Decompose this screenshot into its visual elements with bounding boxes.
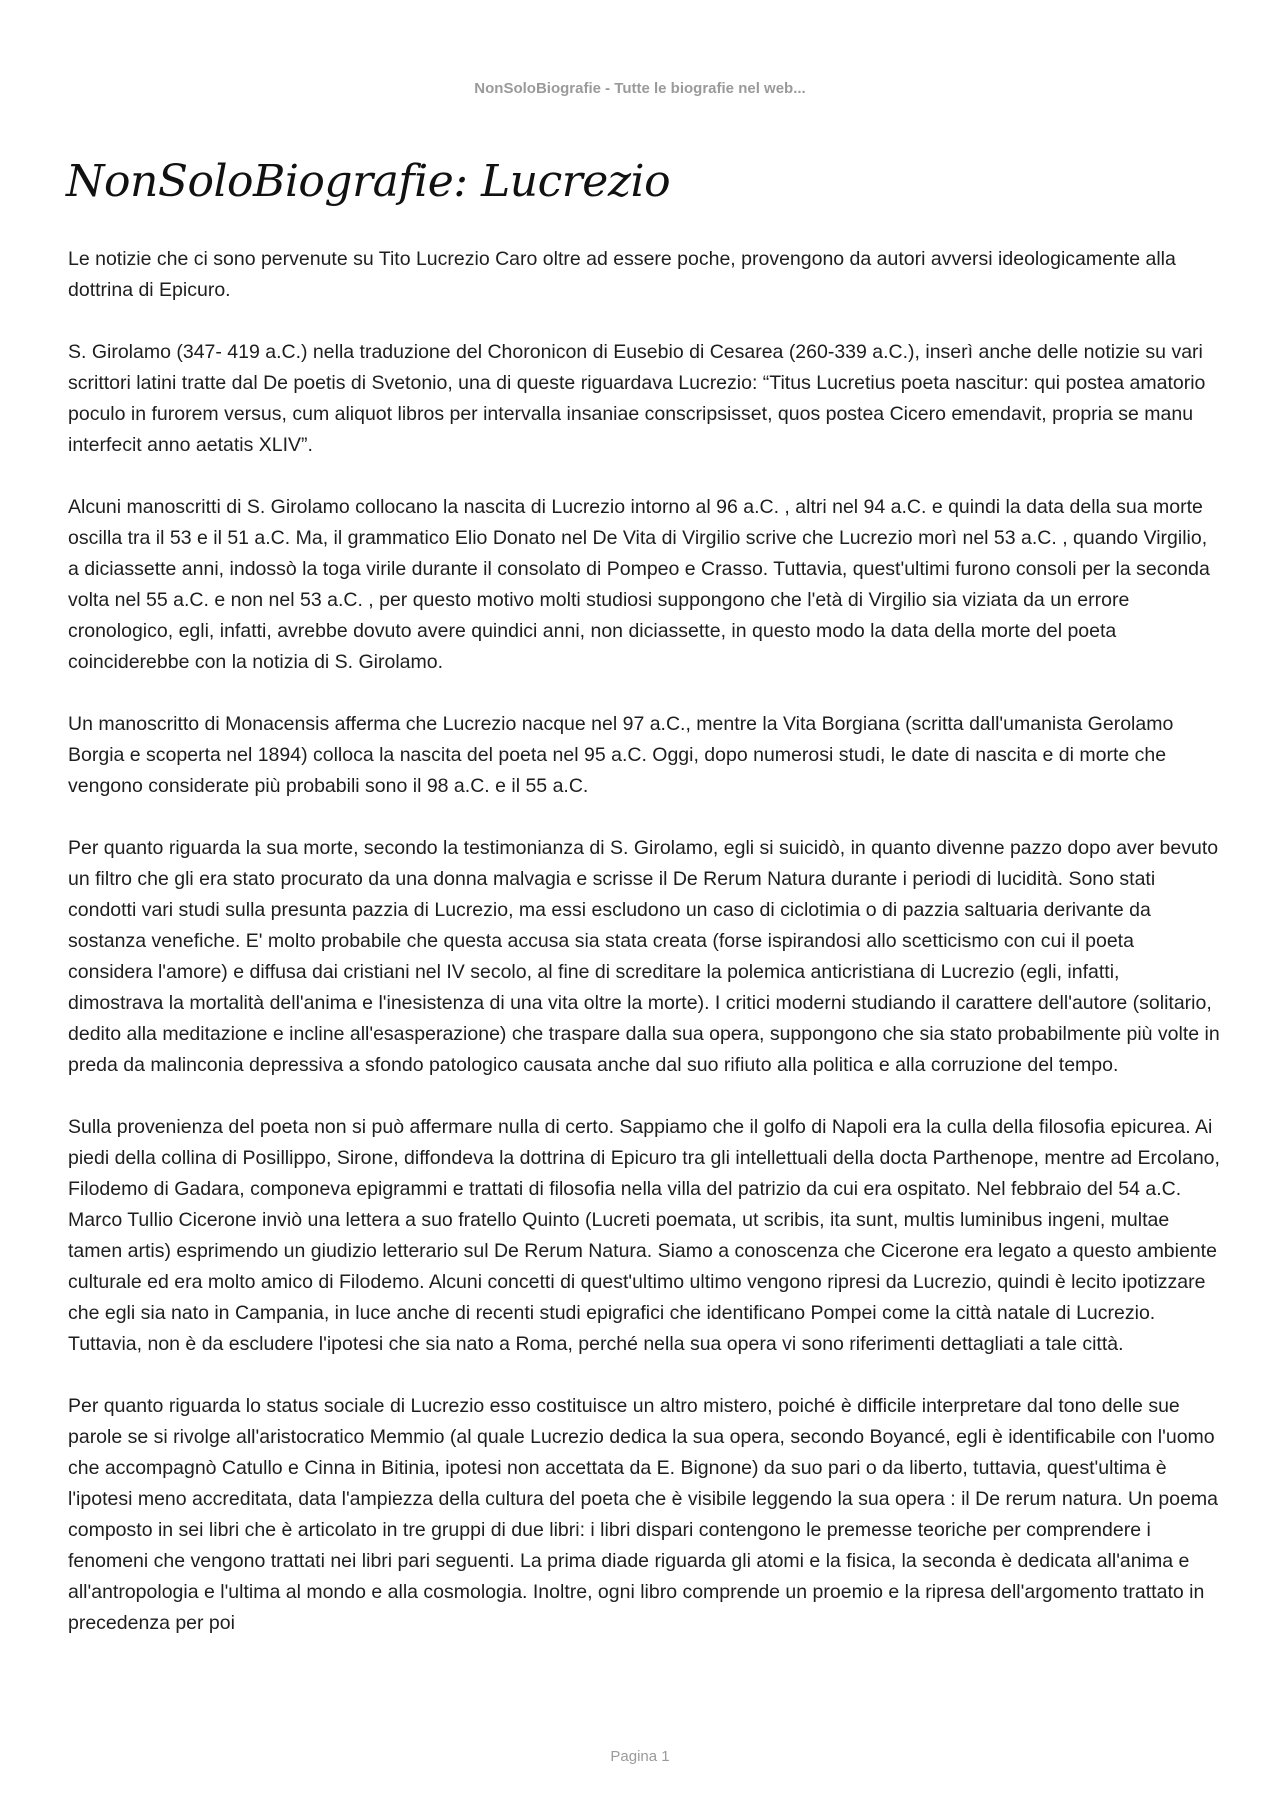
paragraph-intro: Le notizie che ci sono pervenute su Tito Lucrezio Caro oltre ad essere poche, provengono da autori avversi ideologicamente alla dottrina di Epicuro. (68, 248, 1176, 301)
paragraph-girolamo: S. Girolamo (347- 419 a.C.) nella traduzione del Choronicon di Eusebio di Cesarea (260-339 a.C.), inserì anche delle notizie su vari scrittori latini tratte dal De poetis di Svetonio, una di queste riguardava Lucrezio: “Titus Lucretius poeta nascitur: qui postea amatorio poculo in furorem versus, cum aliquot libros per intervalla insaniae conscripsisset, quos postea Cicero emendavit, propria se manu interfecit anno aetatis XLIV”. (68, 341, 1206, 456)
article-body (68, 244, 1220, 1670)
paragraph-morte: Per quanto riguarda la sua morte, secondo la testimonianza di S. Girolamo, egli si suicidò, in quanto divenne pazzo dopo aver bevuto un filtro che gli era stato procurato da una donna malvagia e scrisse il De Rerum Natura durante i periodi di lucidità. Sono stati condotti vari studi sulla presunta pazzia di Lucrezio, ma essi escludono un caso di ciclotimia o di pazzia saltuaria derivante da sostanza venefiche. E' molto probabile che questa accusa sia stata creata (forse ispirandosi allo scetticismo con cui il poeta considera l'amore) e diffusa dai cristiani nel IV secolo, al fine di screditare la polemica anticristiana di Lucrezio (egli, infatti, dimostrava la mortalità dell'anima e l'inesistenza di una vita oltre la morte). I critici moderni studiando il carattere dell'autore (solitario, dedito alla meditazione e incline all'esasperazione) che traspare dalla sua opera, suppongono che sia stato probabilmente più volte in preda da malinconia depressiva a sfondo patologico causata anche dal suo rifiuto alla politica e alla corruzione del tempo. (68, 837, 1220, 1076)
paragraph-manoscritti: Alcuni manoscritti di S. Girolamo collocano la nascita di Lucrezio intorno al 96 a.C. , altri nel 94 a.C. e quindi la data della sua morte oscilla tra il 53 e il 51 a.C. Ma, il grammatico Elio Donato nel De Vita di Virgilio scrive che Lucrezio morì nel 53 a.C. , quando Virgilio, a diciassette anni, indossò la toga virile durante il consolato di Pompeo e Crasso. Tuttavia, quest'ultimi furono consoli per la seconda volta nel 55 a.C. e non nel 53 a.C. , per questo motivo molti studiosi suppongono che l'età di Virgilio sia viziata da un errore cronologico, egli, infatti, avrebbe dovuto avere quindici anni, non diciassette, in questo modo la data della morte del poeta coinciderebbe con la notizia di S. Girolamo. (68, 496, 1210, 673)
page-header: NonSoloBiografie - Tutte le biografie nel web... (474, 80, 806, 97)
paragraph-status-sociale: Per quanto riguarda lo status sociale di Lucrezio esso costituisce un altro mistero, poiché è difficile interpretare dal tono delle sue parole se si rivolge all'aristocratico Memmio (al quale Lucrezio dedica la sua opera, secondo Boyancé, egli è identificabile con l'uomo che accompagnò Catullo e Cinna in Bitinia, ipotesi non accettata da E. Bignone) da suo pari o da liberto, tuttavia, quest'ultima è l'ipotesi meno accreditata, data l'ampiezza della cultura del poeta che è visibile leggendo la sua opera : il De rerum natura. Un poema composto in sei libri che è articolato in tre gruppi di due libri: i libri dispari contengono le premesse teoriche per comprendere i fenomeni che vengono trattati nei libri pari seguenti. La prima diade riguarda gli atomi e la fisica, la seconda è dedicata all'anima e all'antropologia e l'ultima al mondo e alla cosmologia. Inoltre, ogni libro comprende un proemio e la ripresa dell'argomento trattato in precedenza per poi (68, 1395, 1218, 1634)
paragraph-monacensis: Un manoscritto di Monacensis afferma che Lucrezio nacque nel 97 a.C., mentre la Vita Borgiana (scritta dall'umanista Gerolamo Borgia e scoperta nel 1894) colloca la nascita del poeta nel 95 a.C. Oggi, dopo numerosi studi, le date di nascita e di morte che vengono considerate più probabili sono il 98 a.C. e il 55 a.C. (68, 713, 1174, 797)
page-number: Pagina 1 (610, 1748, 670, 1765)
page-title: NonSoloBiografie: Lucrezio (66, 156, 671, 207)
paragraph-provenienza: Sulla provenienza del poeta non si può affermare nulla di certo. Sappiamo che il golfo di Napoli era la culla della filosofia epicurea. Ai piedi della collina di Posillippo, Sirone, diffondeva la dottrina di Epicuro tra gli intellettuali della docta Parthenope, mentre ad Ercolano, Filodemo di Gadara, componeva epigrammi e trattati di filosofia nella villa del patrizio da cui era ospitato. Nel febbraio del 54 a.C. Marco Tullio Cicerone inviò una lettera a suo fratello Quinto (Lucreti poemata, ut scribis, ita sunt, multis luminibus ingeni, multae tamen artis) esprimendo un giudizio letterario sul De Rerum Natura. Siamo a conoscenza che Cicerone era legato a questo ambiente culturale ed era molto amico di Filodemo. Alcuni concetti di quest'ultimo ultimo vengono ripresi da Lucrezio, quindi è lecito ipotizzare che egli sia nato in Campania, in luce anche di recenti studi epigrafici che identificano Pompei come la città natale di Lucrezio. Tuttavia, non è da escludere l'ipotesi che sia nato a Roma, perché nella sua opera vi sono riferimenti dettagliati a tale città. (68, 1116, 1220, 1355)
